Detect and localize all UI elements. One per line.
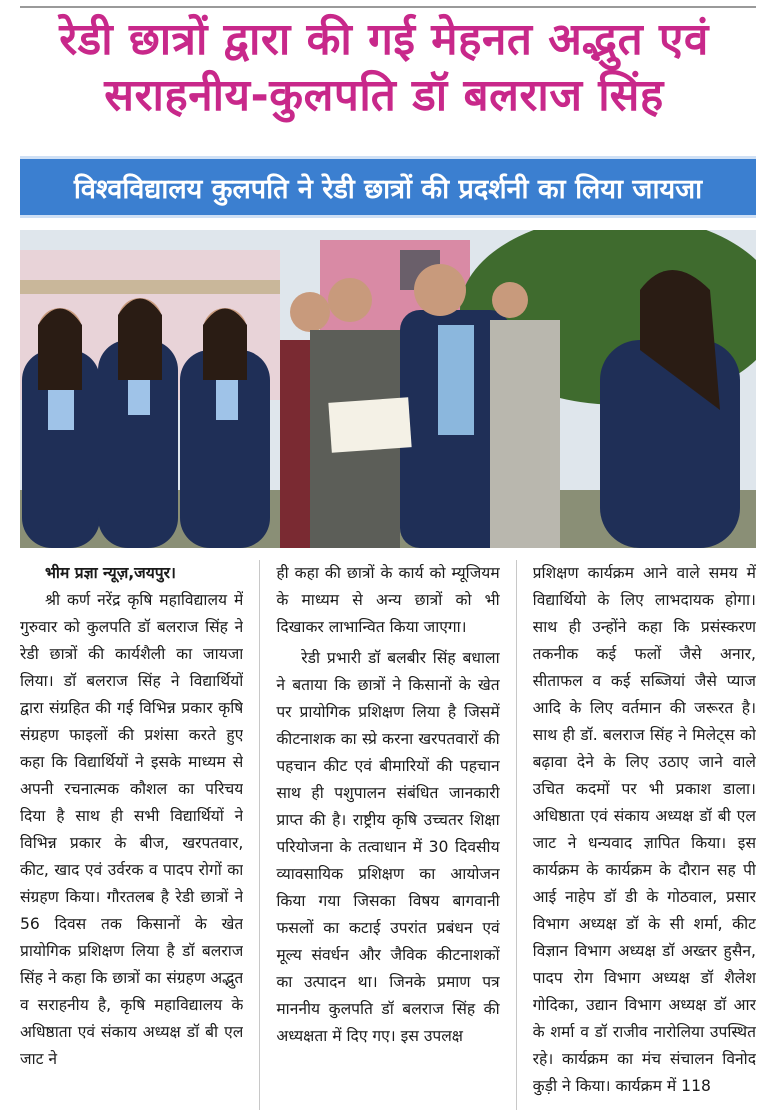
headline-line-1: रेडी छात्रों द्वारा की गई मेहनत अद्भुत एवं	[59, 14, 709, 65]
article-column-1	[20, 560, 243, 1110]
article-paragraph: ही कहा की छात्रों के कार्य को म्यूजियम के माध्यम से अन्य छात्रों को भी दिखाकर लाभान्वित किया जाएगा।	[276, 564, 500, 636]
subheadline-banner: विश्वविद्यालय कुलपति ने रेडी छात्रों की प्रदर्शनी का लिया जायजा	[20, 156, 756, 218]
article-column-2	[276, 560, 499, 1110]
column-divider	[259, 560, 260, 1110]
photo-illustration	[20, 230, 756, 548]
article-paragraph: प्रशिक्षण कार्यक्रम आने वाले समय में विद्यार्थियो के लिए लाभदायक होगा। साथ ही उन्होंने कहा कि प्रसंस्करण तकनीक कई फलों जैसे अनार, सीताफल व कई सब्जियां जैसे प्याज आदि के लिए वर्तमान की जरूरत है। साथ ही डॉ. बलराज सिंह ने मिलेट्स को बढ़ावा देने के लिए उठाए जाने वाले उचित कदमों पर भी प्रकाश डाला। अधिष्ठाता एवं संकाय अध्यक्ष डॉ बी एल जाट ने धन्यवाद ज्ञापित किया। इस कार्यक्रम के कार्यक्रम के दौरान सह पी आई नाहेप डॉ डी के गोठवाल, प्रसार विभाग अध्यक्ष डॉ के सी शर्मा, कीट विज्ञान विभाग अध्यक्ष डॉ अख्तर हुसैन, पादप रोग विभाग अध्यक्ष डॉ शैलेश गोदिका, उद्यान विभाग अध्यक्ष डॉ आर के शर्मा व डॉ राजीव नारोलिया उपस्थित रहे। कार्यक्रम का मंच संचालन विनोद कुड़ी ने किया। कार्यक्रम में 118	[532, 564, 756, 1095]
top-rule	[20, 6, 756, 8]
news-photo	[20, 230, 756, 548]
article-body	[20, 560, 756, 1110]
column-divider	[516, 560, 517, 1110]
article-paragraph: श्री कर्ण नरेंद्र कृषि महाविद्यालय में गुरुवार को कुलपति डॉ बलराज सिंह ने रेडी छात्रों की कार्यशैली का जायजा लिया। डॉ बलराज सिंह ने विद्यार्थियों द्वारा संग्रहित की गई विभिन्न प्रकार कृषि संग्रहण फाइलों की प्रशंसा करते हुए कहा कि विद्यार्थियों ने इसके माध्यम से अपनी रचनात्मक कौशल का परिचय दिया है साथ ही सभी विद्यार्थियों ने विभिन्न प्रकार के बीज, खरपतवार, कीट, खाद एवं उर्वरक व पादप रोगों का संग्रहण किया। गौरतलब है रेडी छात्रों ने 56 दिवस तक किसानों के खेत प्रायोगिक प्रशिक्षण लिया है डॉ बलराज सिंह ने कहा कि छात्रों का संग्रहण अद्भुत व सराहनीय है, कृषि महाविद्यालय के अधिष्ठाता एवं संकाय अध्यक्ष डॉ बी एल जाट ने	[20, 591, 244, 1068]
article-column-3	[533, 560, 756, 1110]
byline: भीम प्रज्ञा न्यूज़,जयपुर।	[44, 564, 176, 582]
headline-line-2: सराहनीय-कुलपति डॉ बलराज सिंह	[104, 70, 664, 121]
article-paragraph: रेडी प्रभारी डॉ बलबीर सिंह बधाला ने बताया कि छात्रों ने किसानों के खेत पर प्रायोगिक प्रशिक्षण लिया है जिसमें कीटनाशक का स्प्रे करना खरपतवारों की पहचान कीट एवं बीमारियों की पहचान साथ ही पशुपालन संबंधित जानकारी प्राप्त की है। राष्ट्रीय कृषि उच्चतर शिक्षा परियोजना के तत्वाधान में 30 दिवसीय व्यावसायिक प्रशिक्षण का आयोजन किया गया जिसका विषय बागवानी फसलों का कटाई उपरांत प्रबंधन एवं मूल्य संवर्धन और जैविक कीटनाशकों का उत्पादन था। जिनके प्रमाण पत्र माननीय कुलपति डॉ बलराज सिंह की अध्यक्षता में दिए गए। इस उपलक्ष	[276, 649, 500, 1045]
headline	[14, 12, 754, 124]
